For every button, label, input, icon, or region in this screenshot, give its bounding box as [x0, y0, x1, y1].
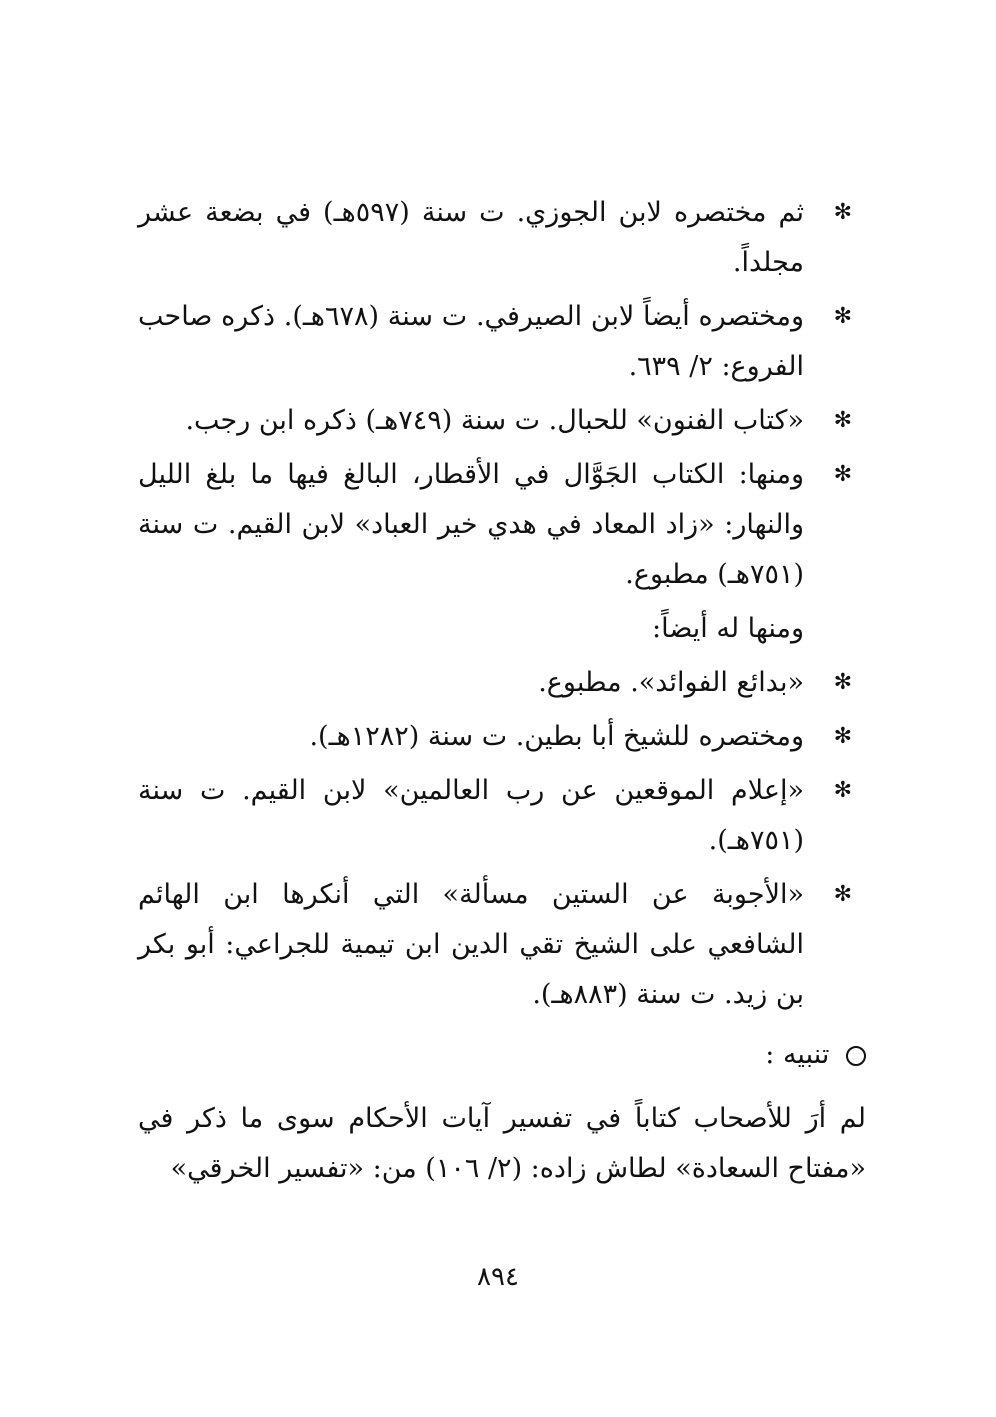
list-item	[138, 712, 866, 762]
list-item	[138, 658, 866, 708]
entry-text: ثم مختصره لابن الجوزي. ت سنة (٥٩٧هـ) في بضعة عشر مجلداً.	[138, 197, 805, 278]
list-item	[138, 188, 866, 288]
entry-text: ومختصره أيضاً لابن الصيرفي. ت سنة (٦٧٨هـ). ذكره صاحب الفروع: ٢/ ٦٣٩.	[138, 301, 804, 382]
list-item	[138, 766, 866, 866]
asterisk-bullet-icon: ✻	[833, 408, 852, 433]
asterisk-bullet-icon: ✻	[833, 200, 852, 225]
list-item	[138, 870, 866, 1020]
list-item	[138, 396, 866, 446]
main-text	[138, 188, 866, 1194]
list-item	[138, 450, 866, 600]
entry-text: ومختصره للشيخ أبا بطين. ت سنة (١٢٨٢هـ).	[309, 721, 804, 752]
circle-icon	[846, 1046, 866, 1066]
entry-text: «الأجوبة عن الستين مسألة» التي أنكرها ابن الهائم الشافعي على الشيخ تقي الدين ابن تيمية للجراعي: أبو بكر بن زيد. ت سنة (٨٨٣هـ).	[138, 879, 804, 1010]
note-paragraph: لم أرَ للأصحاب كتاباً في تفسير آيات الأحكام سوى ما ذكر في «مفتاح السعادة» لطاش زاده: (٢/ ١٠٦) من: «تفسير الخرقي»	[138, 1103, 866, 1184]
entry-text: «بدائع الفوائد». مطبوع.	[538, 667, 804, 698]
subheading: ومنها له أيضاً:	[652, 613, 804, 644]
asterisk-bullet-icon: ✻	[833, 304, 852, 329]
entry-text: «كتاب الفنون» للحبال. ت سنة (٧٤٩هـ) ذكره ابن رجب.	[185, 405, 804, 436]
entry-text: «إعلام الموقعين عن رب العالمين» لابن القيم. ت سنة (٧٥١هـ).	[138, 775, 804, 856]
asterisk-bullet-icon: ✻	[833, 882, 852, 907]
asterisk-bullet-icon: ✻	[833, 724, 852, 749]
note-heading: تنبيه :	[138, 1030, 866, 1080]
asterisk-bullet-icon: ✻	[833, 462, 852, 487]
entry-text: ومنها: الكتاب الجَوَّال في الأقطار، البالغ فيها ما بلغ الليل والنهار: «زاد المعاد في هدي خير العباد» لابن القيم. ت سنة (٧٥١هـ) مطبوع.	[138, 459, 804, 590]
list-item	[138, 292, 866, 392]
asterisk-bullet-icon: ✻	[833, 670, 852, 695]
asterisk-bullet-icon: ✻	[833, 778, 852, 803]
page-number: ٨٩٤	[477, 1262, 519, 1292]
